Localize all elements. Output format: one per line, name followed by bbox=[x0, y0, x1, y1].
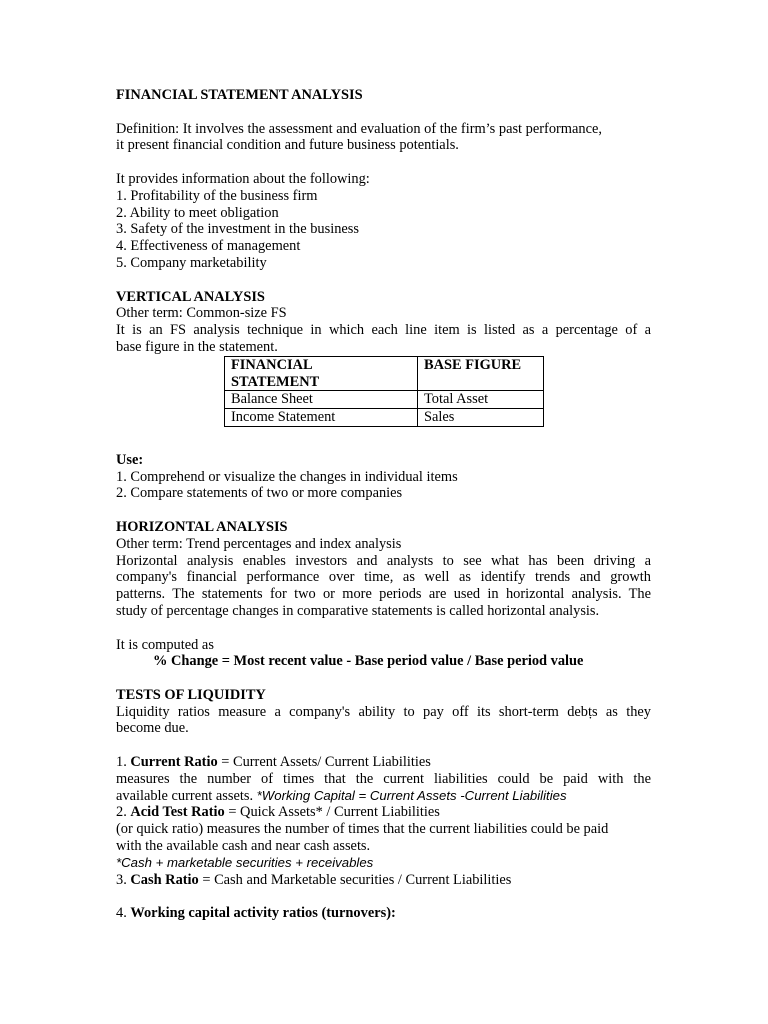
acid-test-label: Acid Test Ratio bbox=[130, 804, 225, 821]
working-capital-label: Working capital activity ratios (turnovers): bbox=[130, 905, 396, 922]
definition-line-2: it present financial condition and future business potentials. bbox=[116, 137, 459, 154]
list-item: 2. Compare statements of two or more companies bbox=[116, 485, 403, 502]
table-row bbox=[225, 409, 544, 427]
page-title: FINANCIAL STATEMENT ANALYSIS bbox=[116, 87, 363, 103]
working-capital-note: *Working Capital = Current Assets -Current Liabilities bbox=[256, 787, 567, 803]
liquidity-desc-line-2: become due. bbox=[116, 720, 189, 737]
horizontal-other-term: Other term: Trend percentages and index analysis bbox=[116, 535, 402, 552]
vertical-analysis-heading: VERTICAL ANALYSIS bbox=[116, 288, 265, 305]
list-item: 1. Profitability of the business firm bbox=[116, 187, 318, 204]
current-ratio-desc-1: measures the number of times that the current liabilities could be paid with the bbox=[116, 770, 651, 787]
vertical-desc-line-2: base figure in the statement. bbox=[116, 338, 278, 355]
table-header-row bbox=[225, 356, 544, 391]
table-cell: Sales bbox=[418, 409, 544, 427]
quick-assets-note: *Cash + marketable securities + receivables bbox=[116, 854, 374, 870]
liquidity-heading: TESTS OF LIQUIDITY bbox=[116, 686, 266, 703]
horizontal-analysis-heading: HORIZONTAL ANALYSIS bbox=[116, 518, 288, 535]
list-item: 5. Company marketability bbox=[116, 254, 267, 271]
list-item: 3. Safety of the investment in the business bbox=[116, 221, 360, 238]
horizontal-desc-line: company's financial performance over time, as well as identify trends and growth bbox=[116, 569, 651, 586]
table-cell: Total Asset bbox=[418, 391, 544, 409]
document-page bbox=[116, 87, 651, 922]
horizontal-desc-line: patterns. The statements for two or more periods are used in horizontal analysis. The bbox=[116, 586, 651, 603]
horizontal-desc-line: Horizontal analysis enables investors and analysts to see what has been driving a bbox=[116, 552, 651, 569]
table-header-cell: BASE FIGURE bbox=[418, 356, 544, 391]
cash-ratio-label: Cash Ratio bbox=[130, 871, 199, 888]
list-item: 2. Ability to meet obligation bbox=[116, 204, 279, 221]
acid-test-desc-2: with the available cash and near cash assets. bbox=[116, 838, 371, 855]
acid-test-desc-1: (or quick ratio) measures the number of times that the current liabilities could be paid bbox=[116, 821, 609, 838]
vertical-other-term: Other term: Common-size FS bbox=[116, 305, 287, 322]
current-ratio-desc-2: available current assets. *Working Capital = Current Assets -Current Liabilities bbox=[116, 787, 567, 804]
table-row bbox=[225, 391, 544, 409]
horizontal-desc-line: study of percentage changes in comparative statements is called horizontal analysis. bbox=[116, 602, 600, 619]
table-cell: Income Statement bbox=[225, 409, 418, 427]
list-item: 1. Comprehend or visualize the changes in individual items bbox=[116, 468, 458, 485]
list-item: 4. Effectiveness of management bbox=[116, 238, 301, 255]
base-figure-table bbox=[224, 356, 544, 427]
table-cell: Balance Sheet bbox=[225, 391, 418, 409]
vertical-desc-line-1: It is an FS analysis technique in which each line item is listed as a percentage of a bbox=[116, 322, 651, 339]
computed-intro: It is computed as bbox=[116, 636, 214, 653]
use-label: Use: bbox=[116, 451, 144, 468]
working-capital-line: 4. Working capital activity ratios (turnovers): bbox=[116, 905, 396, 922]
current-ratio-label: Current Ratio bbox=[130, 754, 218, 771]
current-ratio-line: 1. Current Ratio = Current Assets/ Current Liabilities bbox=[116, 754, 431, 771]
cash-ratio-line: 3. Cash Ratio = Cash and Marketable securities / Current Liabilities bbox=[116, 871, 512, 888]
definition-line-1: Definition: It involves the assessment and evaluation of the firm’s past performance, bbox=[116, 120, 602, 137]
table-header-cell: FINANCIAL STATEMENT bbox=[225, 356, 418, 391]
percent-change-formula: % Change = Most recent value - Base period value / Base period value bbox=[153, 653, 584, 670]
liquidity-desc-line-1: Liquidity ratios measure a company's ability to pay off its short-term debṭs as they bbox=[116, 703, 651, 720]
provides-intro: It provides information about the following: bbox=[116, 170, 370, 187]
acid-test-line: 2. Acid Test Ratio = Quick Assets* / Current Liabilities bbox=[116, 804, 440, 821]
